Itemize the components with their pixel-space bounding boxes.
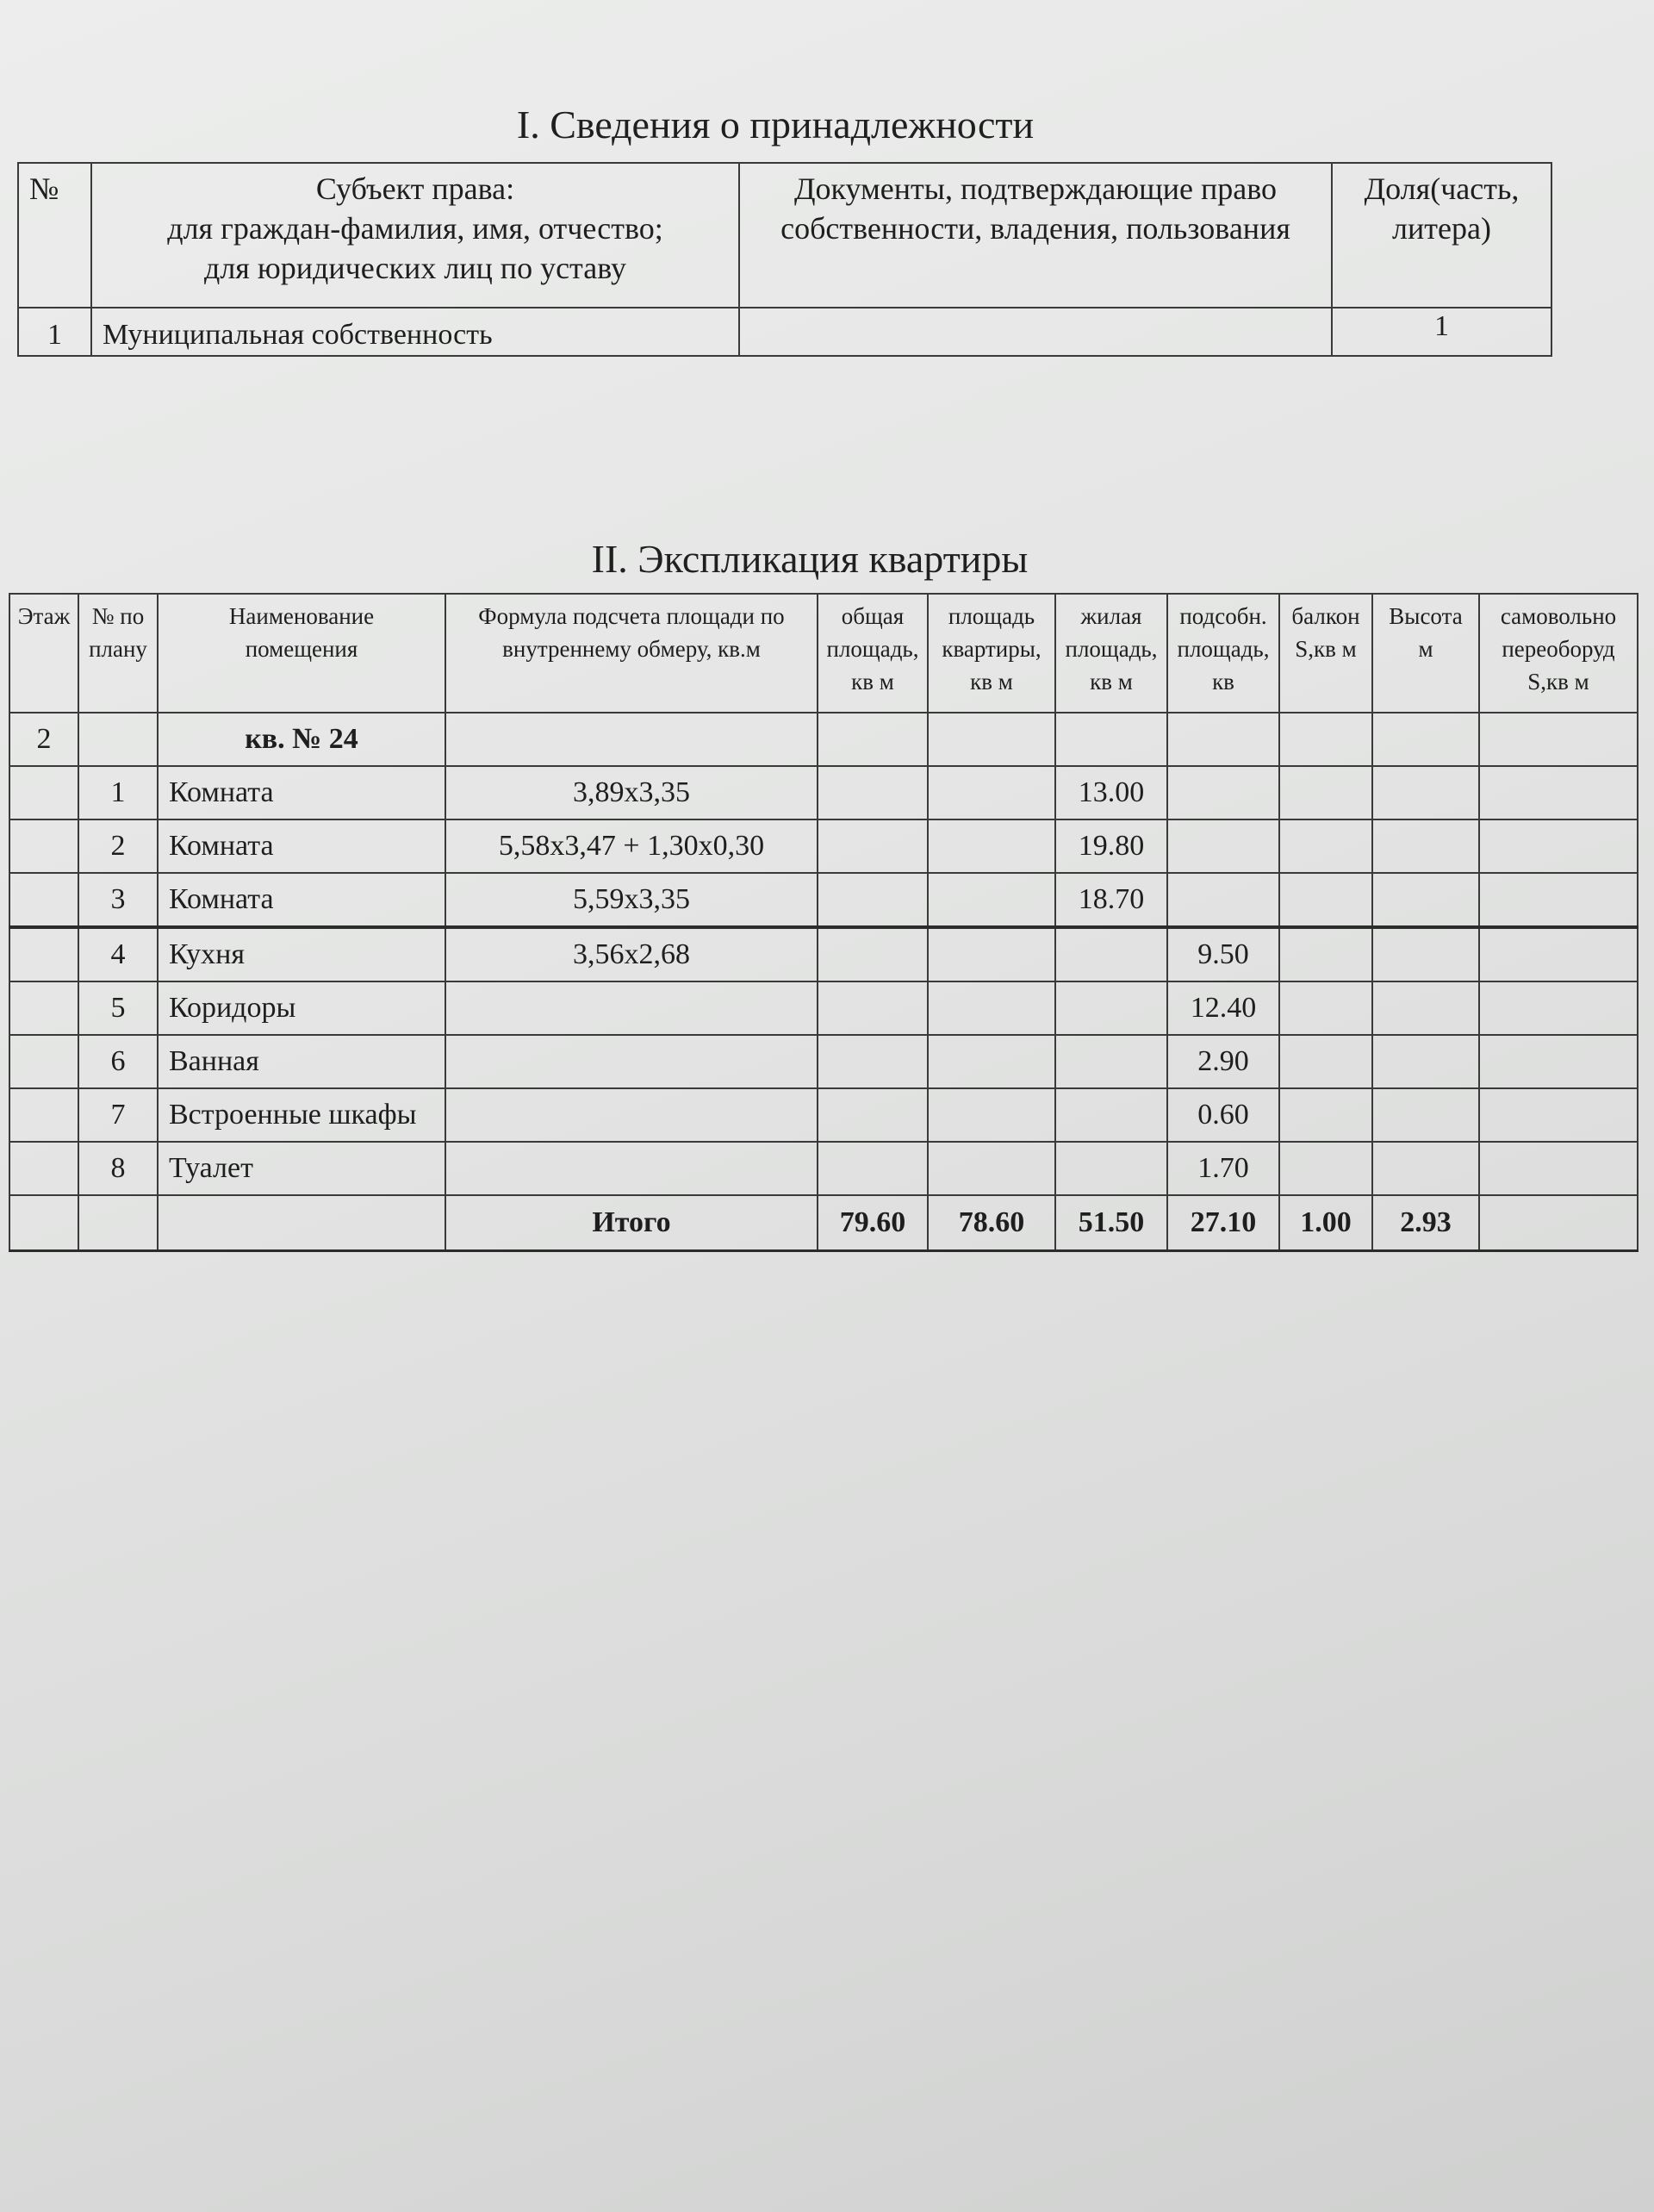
room-formula: 5,58х3,47 + 1,30х0,30 xyxy=(445,819,818,873)
room-name: Комната xyxy=(158,873,445,927)
room-aux xyxy=(1167,766,1279,819)
cell-empty xyxy=(9,873,78,927)
room-formula: 3,89х3,35 xyxy=(445,766,818,819)
room-name: Коридоры xyxy=(158,981,445,1035)
cell-empty xyxy=(1479,1195,1638,1251)
h-aux-2: площадь, xyxy=(1177,636,1270,662)
h-plan xyxy=(78,594,158,713)
cell-empty xyxy=(1372,981,1479,1035)
h-living-3: кв м xyxy=(1090,669,1133,695)
room-aux: 9.50 xyxy=(1167,927,1279,981)
room-aux xyxy=(1167,819,1279,873)
h-aux xyxy=(1167,594,1279,713)
ownership-table xyxy=(17,162,1552,357)
room-name: Кухня xyxy=(158,927,445,981)
cell-empty xyxy=(9,1142,78,1195)
totals-total-area: 79.60 xyxy=(818,1195,928,1251)
h-living xyxy=(1055,594,1167,713)
cell-empty xyxy=(818,1142,928,1195)
room-name: Туалет xyxy=(158,1142,445,1195)
room-row xyxy=(9,1088,1638,1142)
h-formula-2: внутреннему обмеру, кв.м xyxy=(502,636,761,662)
room-living xyxy=(1055,1142,1167,1195)
room-living: 13.00 xyxy=(1055,766,1167,819)
cell-empty xyxy=(1479,819,1638,873)
h-illegal xyxy=(1479,594,1638,713)
cell-empty xyxy=(928,873,1055,927)
room-living: 18.70 xyxy=(1055,873,1167,927)
cell-empty xyxy=(928,981,1055,1035)
cell-empty xyxy=(1479,873,1638,927)
header-share-line2: литера) xyxy=(1392,211,1491,246)
cell-empty xyxy=(1279,873,1372,927)
cell-empty xyxy=(9,766,78,819)
cell-empty xyxy=(9,981,78,1035)
room-formula: 3,56х2,68 xyxy=(445,927,818,981)
header-documents xyxy=(739,163,1332,308)
header-documents-line2: собственности, владения, пользования xyxy=(780,211,1290,246)
header-num-text: № xyxy=(29,171,59,206)
cell-empty xyxy=(928,819,1055,873)
cell-empty xyxy=(1479,981,1638,1035)
owner-subject: Муниципальная собственность xyxy=(91,308,739,356)
cell-empty xyxy=(9,927,78,981)
apartment-label: кв. № 24 xyxy=(158,713,445,766)
apartment-floor: 2 xyxy=(9,713,78,766)
room-num: 8 xyxy=(78,1142,158,1195)
cell-empty xyxy=(1279,1088,1372,1142)
owner-share: 1 xyxy=(1332,308,1551,356)
header-num xyxy=(18,163,91,308)
room-row xyxy=(9,819,1638,873)
room-living xyxy=(1055,981,1167,1035)
cell-empty xyxy=(928,1035,1055,1088)
cell-empty xyxy=(1372,713,1479,766)
cell-empty xyxy=(1479,713,1638,766)
h-balcony xyxy=(1279,594,1372,713)
h-balcony-1: балкон xyxy=(1291,603,1360,629)
room-row xyxy=(9,981,1638,1035)
room-row xyxy=(9,1035,1638,1088)
cell-empty xyxy=(1479,1142,1638,1195)
cell-empty xyxy=(78,713,158,766)
cell-empty xyxy=(1479,766,1638,819)
cell-empty xyxy=(818,927,928,981)
cell-empty xyxy=(1372,1142,1479,1195)
h-aux-3: кв xyxy=(1212,669,1234,695)
cell-empty xyxy=(1479,1088,1638,1142)
owner-num: 1 xyxy=(18,308,91,356)
cell-empty xyxy=(818,819,928,873)
h-living-2: площадь, xyxy=(1065,636,1158,662)
cell-empty xyxy=(1372,766,1479,819)
cell-empty xyxy=(1279,981,1372,1035)
cell-empty xyxy=(818,766,928,819)
cell-empty xyxy=(1372,873,1479,927)
cell-empty xyxy=(818,873,928,927)
room-name: Ванная xyxy=(158,1035,445,1088)
h-illegal-1: самовольно xyxy=(1500,603,1617,629)
cell-empty xyxy=(818,713,928,766)
room-name: Комната xyxy=(158,766,445,819)
cell-empty xyxy=(818,981,928,1035)
h-apt-3: кв м xyxy=(970,669,1013,695)
cell-empty xyxy=(928,927,1055,981)
explication-header-row xyxy=(9,594,1638,713)
cell-empty xyxy=(1279,1142,1372,1195)
h-height-1: Высота xyxy=(1389,603,1463,629)
room-aux: 2.90 xyxy=(1167,1035,1279,1088)
room-row xyxy=(9,1142,1638,1195)
room-aux: 12.40 xyxy=(1167,981,1279,1035)
h-formula xyxy=(445,594,818,713)
room-num: 7 xyxy=(78,1088,158,1142)
header-subject-line3: для юридических лиц по уставу xyxy=(204,251,626,285)
header-subject-line1: Субъект права: xyxy=(315,171,515,206)
cell-empty xyxy=(1279,819,1372,873)
room-num: 6 xyxy=(78,1035,158,1088)
cell-empty xyxy=(158,1195,445,1251)
cell-empty xyxy=(1055,713,1167,766)
cell-empty xyxy=(1279,1035,1372,1088)
room-formula xyxy=(445,1035,818,1088)
h-name-1: Наименование xyxy=(228,603,375,629)
room-num: 1 xyxy=(78,766,158,819)
cell-empty xyxy=(445,713,818,766)
h-illegal-2: переоборуд xyxy=(1502,636,1615,662)
h-floor-text: Этаж xyxy=(17,603,71,629)
room-aux: 0.60 xyxy=(1167,1088,1279,1142)
cell-empty xyxy=(1279,713,1372,766)
room-name: Комната xyxy=(158,819,445,873)
header-subject-line2: для граждан-фамилия, имя, отчество; xyxy=(167,211,663,246)
totals-aux-area: 27.10 xyxy=(1167,1195,1279,1251)
apartment-row xyxy=(9,713,1638,766)
totals-balcony: 1.00 xyxy=(1279,1195,1372,1251)
room-num: 3 xyxy=(78,873,158,927)
cell-empty xyxy=(928,1088,1055,1142)
h-total xyxy=(818,594,928,713)
cell-empty xyxy=(9,1035,78,1088)
h-name-2: помещения xyxy=(245,636,358,662)
cell-empty xyxy=(1479,1035,1638,1088)
ownership-header-row xyxy=(18,163,1551,308)
totals-apartment-area: 78.60 xyxy=(928,1195,1055,1251)
h-apt xyxy=(928,594,1055,713)
cell-empty xyxy=(9,819,78,873)
room-name: Встроенные шкафы xyxy=(158,1088,445,1142)
cell-empty xyxy=(1372,1088,1479,1142)
room-living xyxy=(1055,927,1167,981)
totals-label: Итого xyxy=(445,1195,818,1251)
cell-empty xyxy=(9,1088,78,1142)
cell-empty xyxy=(1372,927,1479,981)
totals-living-area: 51.50 xyxy=(1055,1195,1167,1251)
h-total-3: кв м xyxy=(851,669,894,695)
room-living: 19.80 xyxy=(1055,819,1167,873)
room-row xyxy=(9,873,1638,927)
cell-empty xyxy=(1372,1035,1479,1088)
cell-empty xyxy=(818,1035,928,1088)
cell-empty xyxy=(928,713,1055,766)
totals-height: 2.93 xyxy=(1372,1195,1479,1251)
section2-title: II. Экспликация квартиры xyxy=(591,537,1029,581)
header-share-line1: Доля(часть, xyxy=(1364,171,1520,206)
cell-empty xyxy=(9,1195,78,1251)
section1-title: I. Сведения о принадлежности xyxy=(516,103,1035,146)
h-total-1: общая xyxy=(841,603,905,629)
h-formula-1: Формула подсчета площади по xyxy=(478,603,785,629)
h-floor xyxy=(9,594,78,713)
room-num: 5 xyxy=(78,981,158,1035)
h-illegal-3: S,кв м xyxy=(1527,669,1589,695)
h-apt-2: квартиры, xyxy=(942,636,1042,662)
header-share xyxy=(1332,163,1551,308)
h-living-1: жилая xyxy=(1080,603,1142,629)
h-plan-1: № по xyxy=(91,603,145,629)
room-row xyxy=(9,927,1638,981)
room-living xyxy=(1055,1088,1167,1142)
room-num: 4 xyxy=(78,927,158,981)
h-apt-1: площадь xyxy=(948,603,1035,629)
room-formula xyxy=(445,1088,818,1142)
totals-row xyxy=(9,1195,1638,1251)
cell-empty xyxy=(1372,819,1479,873)
header-documents-line1: Документы, подтверждающие право xyxy=(793,171,1278,206)
owner-documents xyxy=(739,308,1332,356)
h-plan-2: плану xyxy=(89,636,147,662)
h-aux-1: подсобн. xyxy=(1179,603,1267,629)
cell-empty xyxy=(1279,766,1372,819)
cell-empty xyxy=(78,1195,158,1251)
cell-empty xyxy=(818,1088,928,1142)
ownership-row xyxy=(18,308,1551,356)
cell-empty xyxy=(1279,927,1372,981)
h-balcony-2: S,кв м xyxy=(1295,636,1357,662)
explication-table xyxy=(9,593,1638,1252)
h-height-2: м xyxy=(1418,636,1433,662)
room-aux xyxy=(1167,873,1279,927)
h-total-2: площадь, xyxy=(826,636,919,662)
room-aux: 1.70 xyxy=(1167,1142,1279,1195)
room-formula xyxy=(445,981,818,1035)
cell-empty xyxy=(1167,713,1279,766)
header-subject xyxy=(91,163,739,308)
room-formula xyxy=(445,1142,818,1195)
room-living xyxy=(1055,1035,1167,1088)
h-height xyxy=(1372,594,1479,713)
h-name xyxy=(158,594,445,713)
cell-empty xyxy=(928,1142,1055,1195)
room-num: 2 xyxy=(78,819,158,873)
room-row xyxy=(9,766,1638,819)
room-formula: 5,59х3,35 xyxy=(445,873,818,927)
cell-empty xyxy=(1479,927,1638,981)
cell-empty xyxy=(928,766,1055,819)
